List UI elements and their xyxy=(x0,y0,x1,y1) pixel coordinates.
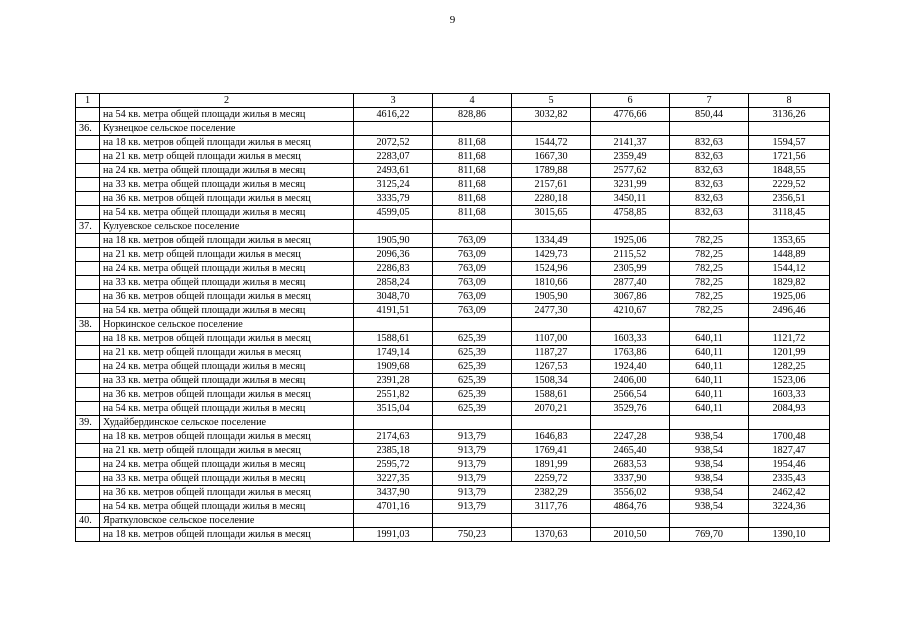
value-cell: 763,09 xyxy=(433,262,512,276)
table-row xyxy=(76,360,830,374)
empty-cell xyxy=(76,500,100,514)
row-description: на 54 кв. метра общей площади жилья в месяц xyxy=(100,304,354,318)
value-cell: 1810,66 xyxy=(512,276,591,290)
value-cell: 1905,90 xyxy=(354,234,433,248)
value-cell: 2356,51 xyxy=(749,192,830,206)
value-cell: 1429,73 xyxy=(512,248,591,262)
value-cell: 782,25 xyxy=(670,276,749,290)
value-cell: 1789,88 xyxy=(512,164,591,178)
value-cell: 3224,36 xyxy=(749,500,830,514)
empty-cell xyxy=(512,416,591,430)
value-cell: 938,54 xyxy=(670,430,749,444)
value-cell: 1121,72 xyxy=(749,332,830,346)
value-cell: 3337,90 xyxy=(591,472,670,486)
empty-cell xyxy=(76,486,100,500)
value-cell: 2283,07 xyxy=(354,150,433,164)
table-row xyxy=(76,262,830,276)
empty-cell xyxy=(749,514,830,528)
row-description: на 33 кв. метра общей площади жилья в месяц xyxy=(100,178,354,192)
value-cell: 913,79 xyxy=(433,472,512,486)
empty-cell xyxy=(76,304,100,318)
value-cell: 3335,79 xyxy=(354,192,433,206)
section-row xyxy=(76,122,830,136)
value-cell: 1187,27 xyxy=(512,346,591,360)
empty-cell xyxy=(76,234,100,248)
value-cell: 3117,76 xyxy=(512,500,591,514)
section-title: Норкинское сельское поселение xyxy=(100,318,354,332)
value-cell: 782,25 xyxy=(670,234,749,248)
table-header-row xyxy=(76,94,830,108)
empty-cell xyxy=(670,122,749,136)
value-cell: 2382,29 xyxy=(512,486,591,500)
value-cell: 1891,99 xyxy=(512,458,591,472)
table-row xyxy=(76,500,830,514)
value-cell: 1991,03 xyxy=(354,528,433,542)
empty-cell xyxy=(670,514,749,528)
value-cell: 3231,99 xyxy=(591,178,670,192)
header-cell: 1 xyxy=(76,94,100,108)
value-cell: 2115,52 xyxy=(591,248,670,262)
value-cell: 4776,66 xyxy=(591,108,670,122)
value-cell: 2286,83 xyxy=(354,262,433,276)
value-cell: 2462,42 xyxy=(749,486,830,500)
value-cell: 1524,96 xyxy=(512,262,591,276)
value-cell: 4616,22 xyxy=(354,108,433,122)
empty-cell xyxy=(354,122,433,136)
value-cell: 913,79 xyxy=(433,444,512,458)
value-cell: 3032,82 xyxy=(512,108,591,122)
value-cell: 2070,21 xyxy=(512,402,591,416)
section-number: 39. xyxy=(76,416,100,430)
value-cell: 782,25 xyxy=(670,248,749,262)
value-cell: 1588,61 xyxy=(354,332,433,346)
value-cell: 1448,89 xyxy=(749,248,830,262)
row-description: на 24 кв. метра общей площади жилья в месяц xyxy=(100,360,354,374)
value-cell: 1544,12 xyxy=(749,262,830,276)
empty-cell xyxy=(76,108,100,122)
value-cell: 763,09 xyxy=(433,304,512,318)
section-row xyxy=(76,514,830,528)
value-cell: 1925,06 xyxy=(591,234,670,248)
header-cell: 8 xyxy=(749,94,830,108)
value-cell: 1107,00 xyxy=(512,332,591,346)
empty-cell xyxy=(670,318,749,332)
value-cell: 1588,61 xyxy=(512,388,591,402)
row-description: на 54 кв. метра общей площади жилья в месяц xyxy=(100,108,354,122)
section-title: Кулуевское сельское поселение xyxy=(100,220,354,234)
value-cell: 832,63 xyxy=(670,178,749,192)
value-cell: 811,68 xyxy=(433,178,512,192)
table-row xyxy=(76,332,830,346)
value-cell: 3048,70 xyxy=(354,290,433,304)
section-title: Худайбердинское сельское поселение xyxy=(100,416,354,430)
table-row xyxy=(76,206,830,220)
empty-cell xyxy=(76,178,100,192)
value-cell: 3556,02 xyxy=(591,486,670,500)
row-description: на 36 кв. метров общей площади жилья в месяц xyxy=(100,290,354,304)
empty-cell xyxy=(76,290,100,304)
value-cell: 1909,68 xyxy=(354,360,433,374)
value-cell: 2385,18 xyxy=(354,444,433,458)
header-cell: 6 xyxy=(591,94,670,108)
value-cell: 4599,05 xyxy=(354,206,433,220)
empty-cell xyxy=(591,122,670,136)
value-cell: 2577,62 xyxy=(591,164,670,178)
row-description: на 54 кв. метра общей площади жилья в месяц xyxy=(100,402,354,416)
section-title: Кузнецкое сельское поселение xyxy=(100,122,354,136)
value-cell: 1848,55 xyxy=(749,164,830,178)
table-row xyxy=(76,402,830,416)
empty-cell xyxy=(749,220,830,234)
value-cell: 763,09 xyxy=(433,234,512,248)
empty-cell xyxy=(354,220,433,234)
value-cell: 1353,65 xyxy=(749,234,830,248)
empty-cell xyxy=(76,388,100,402)
row-description: на 18 кв. метров общей площади жилья в месяц xyxy=(100,234,354,248)
value-cell: 1646,83 xyxy=(512,430,591,444)
section-number: 38. xyxy=(76,318,100,332)
table-row xyxy=(76,234,830,248)
row-description: на 18 кв. метров общей площади жилья в месяц xyxy=(100,430,354,444)
value-cell: 913,79 xyxy=(433,500,512,514)
empty-cell xyxy=(749,122,830,136)
value-cell: 2465,40 xyxy=(591,444,670,458)
table-row xyxy=(76,430,830,444)
value-cell: 2141,37 xyxy=(591,136,670,150)
empty-cell xyxy=(76,458,100,472)
empty-cell xyxy=(76,346,100,360)
section-row xyxy=(76,318,830,332)
value-cell: 2566,54 xyxy=(591,388,670,402)
value-cell: 2096,36 xyxy=(354,248,433,262)
value-cell: 938,54 xyxy=(670,444,749,458)
value-cell: 3136,26 xyxy=(749,108,830,122)
empty-cell xyxy=(512,318,591,332)
table-row xyxy=(76,248,830,262)
value-cell: 2247,28 xyxy=(591,430,670,444)
value-cell: 2493,61 xyxy=(354,164,433,178)
table-row xyxy=(76,444,830,458)
value-cell: 811,68 xyxy=(433,150,512,164)
value-cell: 1508,34 xyxy=(512,374,591,388)
row-description: на 18 кв. метров общей площади жилья в месяц xyxy=(100,332,354,346)
empty-cell xyxy=(512,514,591,528)
value-cell: 769,70 xyxy=(670,528,749,542)
value-cell: 3450,11 xyxy=(591,192,670,206)
value-cell: 1667,30 xyxy=(512,150,591,164)
value-cell: 2406,00 xyxy=(591,374,670,388)
table-row xyxy=(76,374,830,388)
section-number: 40. xyxy=(76,514,100,528)
header-cell: 2 xyxy=(100,94,354,108)
row-description: на 21 кв. метр общей площади жилья в месяц xyxy=(100,444,354,458)
value-cell: 832,63 xyxy=(670,164,749,178)
value-cell: 2877,40 xyxy=(591,276,670,290)
section-number: 36. xyxy=(76,122,100,136)
table-row xyxy=(76,164,830,178)
value-cell: 3515,04 xyxy=(354,402,433,416)
value-cell: 938,54 xyxy=(670,486,749,500)
value-cell: 4210,67 xyxy=(591,304,670,318)
value-cell: 1763,86 xyxy=(591,346,670,360)
empty-cell xyxy=(354,514,433,528)
row-description: на 54 кв. метра общей площади жилья в месяц xyxy=(100,206,354,220)
row-description: на 24 кв. метра общей площади жилья в месяц xyxy=(100,164,354,178)
row-description: на 36 кв. метров общей площади жилья в месяц xyxy=(100,388,354,402)
value-cell: 1370,63 xyxy=(512,528,591,542)
value-cell: 811,68 xyxy=(433,192,512,206)
row-description: на 21 кв. метр общей площади жилья в месяц xyxy=(100,150,354,164)
table-row xyxy=(76,290,830,304)
value-cell: 2305,99 xyxy=(591,262,670,276)
value-cell: 763,09 xyxy=(433,276,512,290)
value-cell: 2280,18 xyxy=(512,192,591,206)
value-cell: 4701,16 xyxy=(354,500,433,514)
value-cell: 2335,43 xyxy=(749,472,830,486)
value-cell: 3067,86 xyxy=(591,290,670,304)
value-cell: 2359,49 xyxy=(591,150,670,164)
empty-cell xyxy=(76,402,100,416)
value-cell: 3125,24 xyxy=(354,178,433,192)
row-description: на 18 кв. метров общей площади жилья в месяц xyxy=(100,136,354,150)
value-cell: 3529,76 xyxy=(591,402,670,416)
section-row xyxy=(76,416,830,430)
value-cell: 1201,99 xyxy=(749,346,830,360)
value-cell: 640,11 xyxy=(670,402,749,416)
row-description: на 33 кв. метра общей площади жилья в месяц xyxy=(100,472,354,486)
value-cell: 750,23 xyxy=(433,528,512,542)
row-description: на 33 кв. метра общей площади жилья в месяц xyxy=(100,276,354,290)
row-description: на 24 кв. метра общей площади жилья в месяц xyxy=(100,262,354,276)
empty-cell xyxy=(76,360,100,374)
empty-cell xyxy=(76,332,100,346)
value-cell: 1603,33 xyxy=(749,388,830,402)
value-cell: 2259,72 xyxy=(512,472,591,486)
value-cell: 1925,06 xyxy=(749,290,830,304)
value-cell: 850,44 xyxy=(670,108,749,122)
value-cell: 4864,76 xyxy=(591,500,670,514)
value-cell: 2157,61 xyxy=(512,178,591,192)
value-cell: 1282,25 xyxy=(749,360,830,374)
value-cell: 1594,57 xyxy=(749,136,830,150)
value-cell: 1523,06 xyxy=(749,374,830,388)
table-row xyxy=(76,178,830,192)
table-row xyxy=(76,276,830,290)
value-cell: 811,68 xyxy=(433,164,512,178)
value-cell: 2551,82 xyxy=(354,388,433,402)
value-cell: 640,11 xyxy=(670,360,749,374)
empty-cell xyxy=(512,122,591,136)
value-cell: 811,68 xyxy=(433,136,512,150)
value-cell: 782,25 xyxy=(670,290,749,304)
section-row xyxy=(76,220,830,234)
row-description: на 24 кв. метра общей площади жилья в месяц xyxy=(100,458,354,472)
empty-cell xyxy=(433,220,512,234)
empty-cell xyxy=(354,318,433,332)
value-cell: 938,54 xyxy=(670,500,749,514)
empty-cell xyxy=(749,416,830,430)
empty-cell xyxy=(749,318,830,332)
table-row xyxy=(76,136,830,150)
empty-cell xyxy=(591,318,670,332)
empty-cell xyxy=(670,416,749,430)
empty-cell xyxy=(76,136,100,150)
table-row xyxy=(76,304,830,318)
value-cell: 2010,50 xyxy=(591,528,670,542)
value-cell: 913,79 xyxy=(433,458,512,472)
value-cell: 640,11 xyxy=(670,388,749,402)
empty-cell xyxy=(76,472,100,486)
empty-cell xyxy=(76,374,100,388)
value-cell: 2391,28 xyxy=(354,374,433,388)
header-cell: 4 xyxy=(433,94,512,108)
value-cell: 3437,90 xyxy=(354,486,433,500)
value-cell: 3015,65 xyxy=(512,206,591,220)
empty-cell xyxy=(76,430,100,444)
value-cell: 625,39 xyxy=(433,360,512,374)
empty-cell xyxy=(76,192,100,206)
value-cell: 625,39 xyxy=(433,332,512,346)
value-cell: 1954,46 xyxy=(749,458,830,472)
value-cell: 828,86 xyxy=(433,108,512,122)
row-description: на 33 кв. метра общей площади жилья в месяц xyxy=(100,374,354,388)
value-cell: 1924,40 xyxy=(591,360,670,374)
empty-cell xyxy=(670,220,749,234)
value-cell: 1905,90 xyxy=(512,290,591,304)
value-cell: 2858,24 xyxy=(354,276,433,290)
table-row xyxy=(76,458,830,472)
value-cell: 3118,45 xyxy=(749,206,830,220)
header-cell: 7 xyxy=(670,94,749,108)
value-cell: 1603,33 xyxy=(591,332,670,346)
value-cell: 625,39 xyxy=(433,388,512,402)
value-cell: 1721,56 xyxy=(749,150,830,164)
table-row xyxy=(76,486,830,500)
value-cell: 640,11 xyxy=(670,332,749,346)
value-cell: 763,09 xyxy=(433,248,512,262)
value-cell: 625,39 xyxy=(433,402,512,416)
empty-cell xyxy=(76,248,100,262)
empty-cell xyxy=(76,528,100,542)
empty-cell xyxy=(76,150,100,164)
row-description: на 21 кв. метр общей площади жилья в месяц xyxy=(100,248,354,262)
value-cell: 3227,35 xyxy=(354,472,433,486)
empty-cell xyxy=(76,276,100,290)
value-cell: 2174,63 xyxy=(354,430,433,444)
empty-cell xyxy=(76,444,100,458)
empty-cell xyxy=(433,416,512,430)
section-title: Яраткуловское сельское поселение xyxy=(100,514,354,528)
value-cell: 782,25 xyxy=(670,262,749,276)
value-cell: 2072,52 xyxy=(354,136,433,150)
value-cell: 782,25 xyxy=(670,304,749,318)
value-cell: 2595,72 xyxy=(354,458,433,472)
table-row xyxy=(76,528,830,542)
value-cell: 832,63 xyxy=(670,136,749,150)
value-cell: 2683,53 xyxy=(591,458,670,472)
value-cell: 1827,47 xyxy=(749,444,830,458)
value-cell: 1334,49 xyxy=(512,234,591,248)
table-row xyxy=(76,150,830,164)
table-row xyxy=(76,472,830,486)
value-cell: 1769,41 xyxy=(512,444,591,458)
value-cell: 1267,53 xyxy=(512,360,591,374)
value-cell: 4758,85 xyxy=(591,206,670,220)
empty-cell xyxy=(591,220,670,234)
value-cell: 763,09 xyxy=(433,290,512,304)
table-row xyxy=(76,192,830,206)
empty-cell xyxy=(76,206,100,220)
table-row xyxy=(76,346,830,360)
empty-cell xyxy=(591,514,670,528)
value-cell: 811,68 xyxy=(433,206,512,220)
value-cell: 832,63 xyxy=(670,192,749,206)
row-description: на 21 кв. метр общей площади жилья в месяц xyxy=(100,346,354,360)
empty-cell xyxy=(76,164,100,178)
value-cell: 938,54 xyxy=(670,458,749,472)
value-cell: 1829,82 xyxy=(749,276,830,290)
value-cell: 2496,46 xyxy=(749,304,830,318)
value-cell: 1544,72 xyxy=(512,136,591,150)
row-description: на 36 кв. метров общей площади жилья в месяц xyxy=(100,486,354,500)
value-cell: 625,39 xyxy=(433,374,512,388)
header-cell: 3 xyxy=(354,94,433,108)
value-cell: 625,39 xyxy=(433,346,512,360)
section-number: 37. xyxy=(76,220,100,234)
empty-cell xyxy=(433,318,512,332)
value-cell: 1700,48 xyxy=(749,430,830,444)
row-description: на 54 кв. метра общей площади жилья в месяц xyxy=(100,500,354,514)
value-cell: 938,54 xyxy=(670,472,749,486)
empty-cell xyxy=(76,262,100,276)
value-cell: 640,11 xyxy=(670,374,749,388)
empty-cell xyxy=(512,220,591,234)
row-description: на 36 кв. метров общей площади жилья в месяц xyxy=(100,192,354,206)
empty-cell xyxy=(591,416,670,430)
value-cell: 832,63 xyxy=(670,150,749,164)
value-cell: 1749,14 xyxy=(354,346,433,360)
value-cell: 640,11 xyxy=(670,346,749,360)
empty-cell xyxy=(433,514,512,528)
empty-cell xyxy=(354,416,433,430)
value-cell: 832,63 xyxy=(670,206,749,220)
value-cell: 913,79 xyxy=(433,430,512,444)
value-cell: 913,79 xyxy=(433,486,512,500)
value-cell: 4191,51 xyxy=(354,304,433,318)
table-row xyxy=(76,108,830,122)
value-cell: 2084,93 xyxy=(749,402,830,416)
value-cell: 2477,30 xyxy=(512,304,591,318)
row-description: на 18 кв. метров общей площади жилья в месяц xyxy=(100,528,354,542)
header-cell: 5 xyxy=(512,94,591,108)
page-number: 9 xyxy=(449,14,456,26)
table-row xyxy=(76,388,830,402)
empty-cell xyxy=(433,122,512,136)
tariff-table xyxy=(75,93,830,542)
value-cell: 1390,10 xyxy=(749,528,830,542)
value-cell: 2229,52 xyxy=(749,178,830,192)
